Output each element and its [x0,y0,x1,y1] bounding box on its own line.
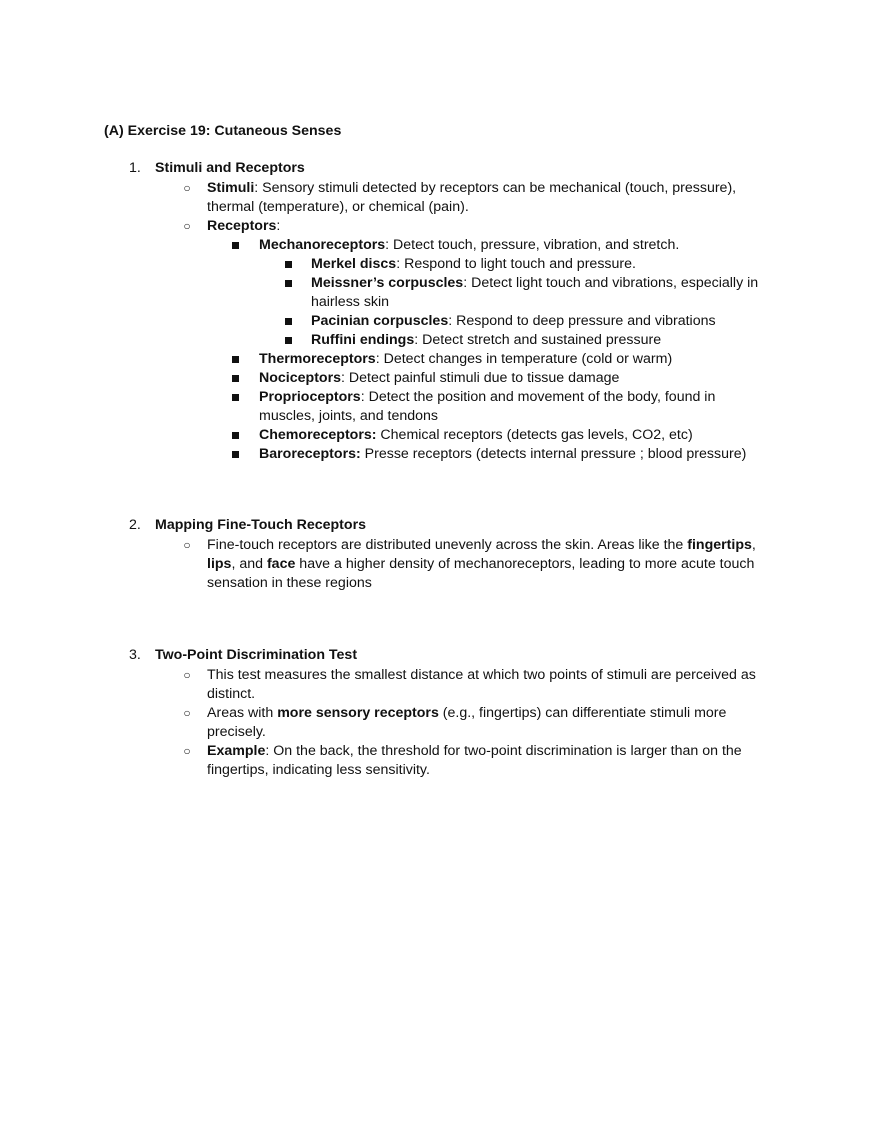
nociceptors-text: : Detect painful stimuli due to tissue damage [341,370,620,386]
square-bullet-icon [285,337,292,344]
list-item-two-point-test: This test measures the smallest distance at which two points of stimuli are perceived as distinct. [207,667,756,702]
pacinian-label: Pacinian corpuscles [311,313,449,329]
proprioceptors-text: : Detect the position and movement of the body, found in muscles, joints, and tendons [259,389,716,424]
page-title: (A) Exercise 19: Cutaneous Senses [104,123,342,139]
receptors-suffix: : [276,218,281,234]
ruffini-text: : Detect stretch and sustained pressure [414,332,662,348]
fingertips-bold: fingertips [687,537,752,553]
circle-bullet-icon: ○ [183,744,191,758]
square-bullet-icon [232,451,239,458]
nociceptors-label: Nociceptors [259,370,341,386]
square-bullet-icon [285,280,292,287]
section-3-number: 3. [129,647,141,663]
list-item-ruffini [311,331,771,350]
merkel-text: : Respond to light touch and pressure. [396,256,636,272]
baroreceptors-text: Presse receptors (detects internal pressure ; blood pressure) [360,446,747,462]
circle-bullet-icon: ○ [183,219,191,233]
square-bullet-icon [285,261,292,268]
section-1-heading: Stimuli and Receptors [155,160,305,176]
list-item-nociceptors [259,369,769,388]
chemoreceptors-text: Chemical receptors (detects gas levels, CO2, etc) [376,427,693,443]
sensory-text-a: Areas with [207,705,278,721]
lips-bold: lips [207,556,232,572]
baroreceptors-label: Baroreceptors: [259,446,361,462]
circle-bullet-icon: ○ [183,668,191,682]
section-3-heading: Two-Point Discrimination Test [155,647,358,663]
example-label: Example [207,743,266,759]
list-item-sensory-receptors [207,704,747,742]
sensory-receptors-bold: more sensory receptors [277,705,439,721]
list-item-receptors [207,217,767,236]
chemoreceptors-label: Chemoreceptors: [259,427,377,443]
list-item-pacinian [311,312,771,331]
section-2-heading: Mapping Fine-Touch Receptors [155,517,366,533]
receptors-label: Receptors [207,218,277,234]
fine-touch-text-c: , and [231,556,267,572]
pacinian-text: : Respond to deep pressure and vibrations [448,313,716,329]
list-item-merkel [311,255,771,274]
thermoreceptors-text: : Detect changes in temperature (cold or warm) [375,351,673,367]
example-text: : On the back, the threshold for two-point discrimination is larger than on the fingertips, indicating less sensitivity. [207,743,742,778]
stimuli-text: : Sensory stimuli detected by receptors can be mechanical (touch, pressure), thermal (temperature), or chemical (pain). [207,180,737,215]
list-item-mechanoreceptors [259,236,769,255]
list-item-stimuli [207,179,767,217]
section-2-number: 2. [129,517,141,533]
sensory-text-b: (e.g., fingertips) can differentiate stimuli more precisely. [207,705,727,740]
square-bullet-icon [232,356,239,363]
mechanoreceptors-text: : Detect touch, pressure, vibration, and stretch. [385,237,680,253]
fine-touch-text-a: Fine-touch receptors are distributed unevenly across the skin. Areas like the [207,537,688,553]
ruffini-label: Ruffini endings [311,332,415,348]
square-bullet-icon [285,318,292,325]
list-item-meissner [311,274,771,312]
stimuli-label: Stimuli [207,180,255,196]
list-item-chemoreceptors [259,426,779,445]
square-bullet-icon [232,242,239,249]
proprioceptors-label: Proprioceptors [259,389,361,405]
meissner-label: Meissner’s corpuscles [311,275,464,291]
mechanoreceptors-label: Mechanoreceptors [259,237,386,253]
circle-bullet-icon: ○ [183,538,191,552]
square-bullet-icon [232,394,239,401]
list-item-thermoreceptors [259,350,769,369]
square-bullet-icon [232,375,239,382]
list-item-fine-touch [207,536,772,593]
merkel-label: Merkel discs [311,256,397,272]
section-1-number: 1. [129,160,141,176]
circle-bullet-icon: ○ [183,181,191,195]
circle-bullet-icon: ○ [183,706,191,720]
fine-touch-text-d: have a higher density of mechanoreceptors, leading to more acute touch sensation in these regions [207,556,755,591]
thermoreceptors-label: Thermoreceptors [259,351,376,367]
list-item-proprioceptors [259,388,739,426]
fine-touch-text-b: , [751,537,756,553]
list-item-baroreceptors [259,445,799,464]
meissner-text: : Detect light touch and vibrations, especially in hairless skin [311,275,759,310]
square-bullet-icon [232,432,239,439]
face-bold: face [266,556,296,572]
list-item-example [207,742,762,780]
